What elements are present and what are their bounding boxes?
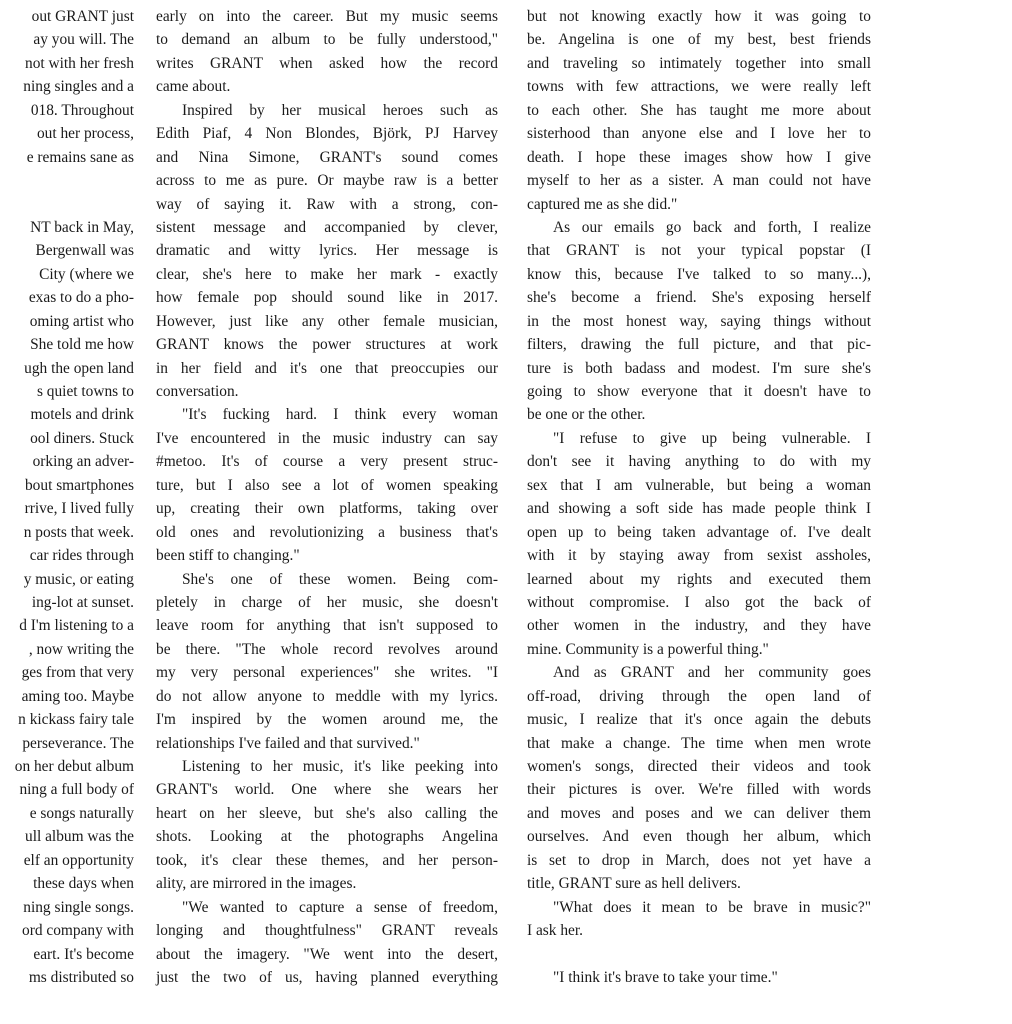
text-line: motels and drink (30, 406, 134, 424)
text-line: to each other. She has taught me more about (527, 101, 871, 119)
text-line: sisterhood than anyone else and I love her to (527, 125, 871, 143)
text-line: heart on her sleeve, but she's also calling the (156, 804, 498, 822)
text-line: relationships I've failed and that survived." (156, 734, 420, 752)
text-line: in her field and it's one that preoccupies our (156, 359, 498, 377)
text-line: clear, she's here to make her mark - exactly (156, 265, 498, 283)
text-line: captured me as she did." (527, 195, 678, 213)
text-line: exas to do a pho- (28, 289, 134, 307)
text-line: don't see it having anything to do with my (527, 453, 871, 471)
text-line: to demand an album to be fully understood," (156, 31, 498, 49)
text-line: not with her fresh (25, 54, 134, 72)
text-line: ms distributed so (28, 968, 134, 986)
text-line: e songs naturally (29, 804, 134, 822)
text-line: early on into the career. But my music seems (156, 8, 498, 25)
text-line: #metoo. It's of course a very present struc- (156, 453, 498, 471)
text-line (0, 193, 134, 216)
text-line: GRANT knows the power structures at work (156, 336, 498, 354)
text-line: is set to drop in March, does not yet have a (527, 851, 871, 869)
text-line: elf an opportunity (23, 851, 134, 869)
text-line: , now writing the (28, 640, 134, 658)
text-column-right (527, 5, 871, 989)
text-line: And as GRANT and her community goes (553, 664, 871, 682)
text-line: other women in the industry, and they have (527, 617, 871, 635)
text-line: e remains sane as (26, 148, 134, 166)
text-line: NT back in May, (30, 218, 134, 236)
text-line: in the most honest way, saying things without (527, 312, 871, 330)
text-line: know this, because I've talked to so many...), (527, 265, 871, 283)
text-line (0, 169, 134, 192)
text-column-middle (156, 5, 498, 989)
text-line: n posts that week. (23, 523, 134, 541)
text-line: out GRANT just (31, 8, 134, 25)
text-line: and moves and poses and we can deliver them (527, 804, 871, 822)
text-line: these days when (33, 875, 134, 893)
text-line: car rides through (29, 547, 134, 565)
text-line: be there. "The whole record revolves around (156, 640, 498, 658)
text-line: ning single songs. (23, 898, 134, 916)
text-line: "We wanted to capture a sense of freedom, (182, 898, 498, 916)
text-line: bout smartphones (24, 476, 134, 494)
text-line: been stiff to changing." (156, 547, 300, 565)
text-line: She told me how (30, 336, 134, 354)
text-line: how female pop should sound like in 2017. (156, 289, 498, 307)
text-line: ord company with (22, 922, 134, 940)
text-line: "I refuse to give up being vulnerable. I (553, 429, 871, 447)
text-line: ay you will. The (33, 31, 134, 49)
text-line: rrive, I lived fully (24, 500, 134, 518)
text-line: I'm inspired by the women around me, the (156, 711, 498, 729)
text-line: ality, are mirrored in the images. (156, 875, 357, 893)
text-line: d I'm listening to a (19, 617, 134, 635)
text-line: that GRANT is not your typical popstar (I (527, 242, 871, 260)
text-line: n kickass fairy tale (18, 711, 134, 729)
text-line: filters, drawing the full picture, and that pic- (527, 336, 871, 354)
text-line: I've encountered in the music industry can say (156, 429, 498, 447)
text-line: ourselves. And even though her album, which (527, 828, 871, 846)
text-line: Inspired by her musical heroes such as (182, 101, 498, 119)
text-line: I ask her. (527, 922, 583, 940)
text-line: death. I hope these images show how I give (527, 148, 871, 166)
text-line: and showing a soft side has made people think I (527, 500, 871, 518)
text-line (527, 943, 871, 966)
text-line: across to me as pure. Or maybe raw is a better (156, 172, 498, 190)
text-line: mine. Community is a powerful thing." (527, 640, 769, 658)
text-line: with it by staying away from sexist assholes, (527, 547, 871, 565)
text-line: without compromise. I also got the back of (527, 593, 871, 611)
text-line: way of saying it. Raw with a strong, con- (156, 195, 498, 213)
text-line: ture, but I also see a lot of women speaking (156, 476, 498, 494)
text-line: ges from that very (21, 664, 134, 682)
text-line: women's songs, directed their videos and took (527, 758, 871, 775)
text-line: off-road, driving through the open land of (527, 687, 871, 705)
text-line: she's become a friend. She's exposing herself (527, 289, 871, 307)
text-line: writes GRANT when asked how the record (156, 54, 498, 72)
text-line: out her process, (36, 125, 134, 143)
text-line: ture is both badass and modest. I'm sure she's (527, 359, 871, 377)
text-line: 018. Throughout (30, 101, 134, 119)
text-line: y music, or eating (23, 570, 134, 588)
text-line: "What does it mean to be brave in music?" (553, 898, 871, 916)
text-line: leave room for anything that isn't supposed to (156, 617, 498, 635)
text-column-left (0, 5, 134, 989)
text-line: oming artist who (29, 312, 134, 330)
text-line: orking an adver- (32, 453, 134, 471)
text-line: perseverance. The (22, 734, 134, 752)
text-line: myself to her as a sister. A man could not have (527, 172, 871, 190)
text-line: GRANT's world. One where she wears her (156, 781, 498, 799)
text-line: ugh the open land (24, 359, 134, 377)
text-line: about the imagery. "We went into the desert, (156, 945, 498, 963)
text-line: Bergenwall was (35, 242, 134, 260)
text-line: going to show everyone that it doesn't have to (527, 383, 871, 400)
text-line: longing and thoughtfulness" GRANT reveals (156, 922, 498, 940)
text-line: their pictures is over. We're filled with words (527, 781, 871, 799)
text-line: ning a full body of (19, 781, 134, 799)
text-line: ning singles and a (23, 78, 134, 96)
text-line: up, creating their own platforms, taking over (156, 500, 498, 518)
text-line: old ones and revolutionizing a business that's (156, 523, 498, 541)
text-line: my very personal experiences" she writes. "I (156, 664, 498, 682)
text-line: ull album was the (25, 828, 134, 846)
text-line: dramatic and witty lyrics. Her message is (156, 242, 498, 260)
text-line: However, just like any other female musician, (156, 312, 498, 330)
text-line: music, I realize that it's once again the debuts (527, 711, 871, 729)
text-line: shots. Looking at the photographs Angelina (156, 828, 498, 846)
text-line: She's one of these women. Being com- (182, 570, 498, 588)
text-line: be one or the other. (527, 406, 646, 424)
text-line: Listening to her music, it's like peeking into (182, 758, 498, 775)
text-line: towns with few attractions, we were really left (527, 78, 871, 96)
text-line: City (where we (39, 265, 134, 283)
text-line: Edith Piaf, 4 Non Blondes, Björk, PJ Harvey (156, 125, 498, 143)
text-line: eart. It's become (33, 945, 134, 963)
text-line: came about. (156, 78, 231, 96)
text-line: As our emails go back and forth, I realize (553, 218, 871, 236)
text-line: s quiet towns to (36, 383, 134, 400)
text-line: that make a change. The time when men wrote (527, 734, 871, 752)
text-line: open up to being taken advantage of. I've dealt (527, 523, 871, 541)
text-line: be. Angelina is one of my best, best friends (527, 31, 871, 49)
text-line: on her debut album (14, 758, 134, 775)
text-line: sistent message and accompanied by clever, (156, 218, 498, 236)
text-line: ing-lot at sunset. (31, 593, 134, 611)
text-line: learned about my rights and executed them (527, 570, 871, 588)
text-line: "It's fucking hard. I think every woman (182, 406, 498, 424)
text-line: took, it's clear these themes, and her person- (156, 851, 498, 869)
text-line: pletely in charge of her music, she doesn't (156, 593, 498, 611)
text-line: and Nina Simone, GRANT's sound comes (156, 148, 498, 166)
text-line: title, GRANT sure as hell delivers. (527, 875, 741, 893)
text-line: "I think it's brave to take your time." (553, 968, 778, 986)
text-line: sex that I am vulnerable, but being a woman (527, 476, 871, 494)
text-line: and traveling so intimately together into small (527, 54, 871, 72)
text-line: do not allow anyone to meddle with my lyrics. (156, 687, 498, 705)
text-line: just the two of us, having planned everything (156, 968, 498, 986)
text-line: but not knowing exactly how it was going to (527, 8, 871, 25)
text-line: conversation. (156, 383, 239, 400)
text-line: ool diners. Stuck (30, 429, 134, 447)
text-line: aming too. Maybe (21, 687, 134, 705)
